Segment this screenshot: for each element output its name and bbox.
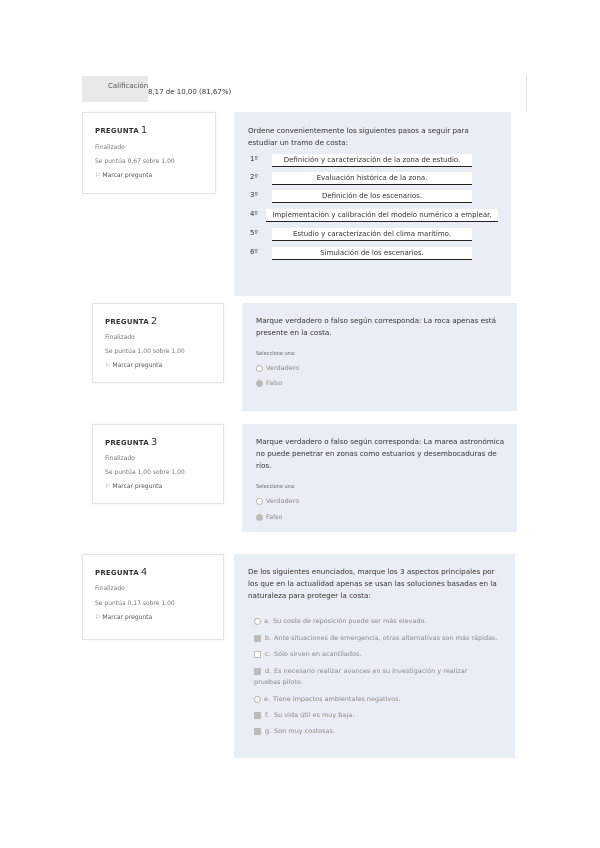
checkbox-icon [254,651,261,658]
order-select[interactable]: Implementación y calibración del modelo numérico a emplear. [266,209,498,222]
flag-question-link[interactable]: ⚐ Marcar pregunta [105,483,163,490]
flag-question-link[interactable]: ⚐ Marcar pregunta [95,614,153,621]
question-text: Marque verdadero o falso según corresponda: La marea astronómica no puede penetrar en zonas como estuarios y desembocaduras de ríos. [256,437,505,470]
option-b[interactable]: b. Ante situaciones de emergencia, otras alternativas son más rápidas. [254,634,498,642]
option-verdadero[interactable]: Verdadero [256,364,299,372]
order-row: 1º Definición y caracterización de la zona de estudio. [250,155,490,167]
flag-icon: ⚐ [95,172,101,179]
question-points: Se puntúa 1,00 sobre 1,00 [105,348,185,355]
question-title: PREGUNTA 2 [105,316,158,327]
option-f[interactable]: f. Su vida útil es muy baja. [254,711,354,719]
flag-question-link[interactable]: ⚐ Marcar pregunta [105,362,163,369]
grade-label: Calificación [108,82,149,90]
order-select[interactable]: Evaluación histórica de la zona. [272,172,472,185]
question-content-1 [234,112,511,296]
checkbox-icon [254,728,261,735]
option-verdadero[interactable]: Verdadero [256,497,299,505]
question-title: PREGUNTA 3 [105,437,158,448]
order-row: 4º Implementación y calibración del modelo numérico a emplear. [250,210,490,222]
question-content-4 [234,554,515,758]
flag-icon: ⚐ [105,483,111,490]
question-content-2 [242,303,517,411]
question-status: Finalizado [105,455,135,462]
radio-icon [256,498,263,505]
checkbox-icon [254,635,261,642]
radio-icon [256,365,263,372]
order-row: 2º Evaluación histórica de la zona. [250,173,490,185]
flag-question-link[interactable]: ⚐ Marcar pregunta [95,172,153,179]
order-row: 3º Definición de los escenarios. [250,191,490,203]
order-select[interactable]: Definición de los escenarios. [272,190,472,203]
order-select[interactable]: Definición y caracterización de la zona de estudio. [272,154,472,167]
checkbox-icon [254,696,261,703]
option-e[interactable]: e. Tiene impactos ambientales negativos. [254,695,401,703]
select-label: Seleccione una: [256,351,296,357]
option-falso[interactable]: Falso [256,379,282,387]
order-row: 5º Estudio y caracterización del clima marítimo. [250,229,490,241]
question-points: Se puntúa 0,17 sobre 1,00 [95,600,175,607]
question-info-1 [82,112,216,194]
question-status: Finalizado [95,144,125,151]
option-g[interactable]: g. Son muy costosas. [254,727,335,735]
grade-value: 8,17 de 10,00 (81,67%) [148,88,232,96]
order-row: 6º Simulación de los escenarios. [250,248,490,260]
checkbox-icon [254,712,261,719]
question-status: Finalizado [105,334,135,341]
question-info-2 [92,303,224,383]
checkbox-icon [254,618,261,625]
question-status: Finalizado [95,585,125,592]
option-c[interactable]: c. Sólo sirven en acantilados. [254,650,361,658]
divider [526,74,527,112]
order-select[interactable]: Simulación de los escenarios. [272,247,472,260]
radio-icon [256,514,263,521]
question-points: Se puntúa 1,00 sobre 1,00 [105,469,185,476]
question-content-3 [242,424,517,532]
option-falso[interactable]: Falso [256,513,282,521]
question-text: Marque verdadero o falso según corresponda: La roca apenas está presente en la costa. [256,316,496,337]
question-title: PREGUNTA 4 [95,567,148,578]
flag-icon: ⚐ [105,362,111,369]
question-text: Ordene convenientemente los siguientes pasos a seguir para estudiar un tramo de costa: [248,126,469,147]
order-select[interactable]: Estudio y caracterización del clima marítimo. [272,228,472,241]
question-title: PREGUNTA 1 [95,125,148,136]
question-text: De los siguientes enunciados, marque los 3 aspectos principales por los que en la actualidad apenas se usan las soluciones basadas en la naturaleza para proteger la costa: [248,567,497,600]
checkbox-icon [254,668,261,675]
question-info-3 [92,424,224,504]
option-a[interactable]: a. Su coste de reposición puede ser más elevado. [254,617,426,625]
question-points: Se puntúa 0,67 sobre 1,00 [95,158,175,165]
select-label: Seleccione una: [256,484,296,490]
radio-icon [256,380,263,387]
option-d[interactable]: d. Es necesario realizar avances en su investigación y realizar pruebas piloto. [254,667,468,686]
question-info-4 [82,554,224,640]
flag-icon: ⚐ [95,614,101,621]
